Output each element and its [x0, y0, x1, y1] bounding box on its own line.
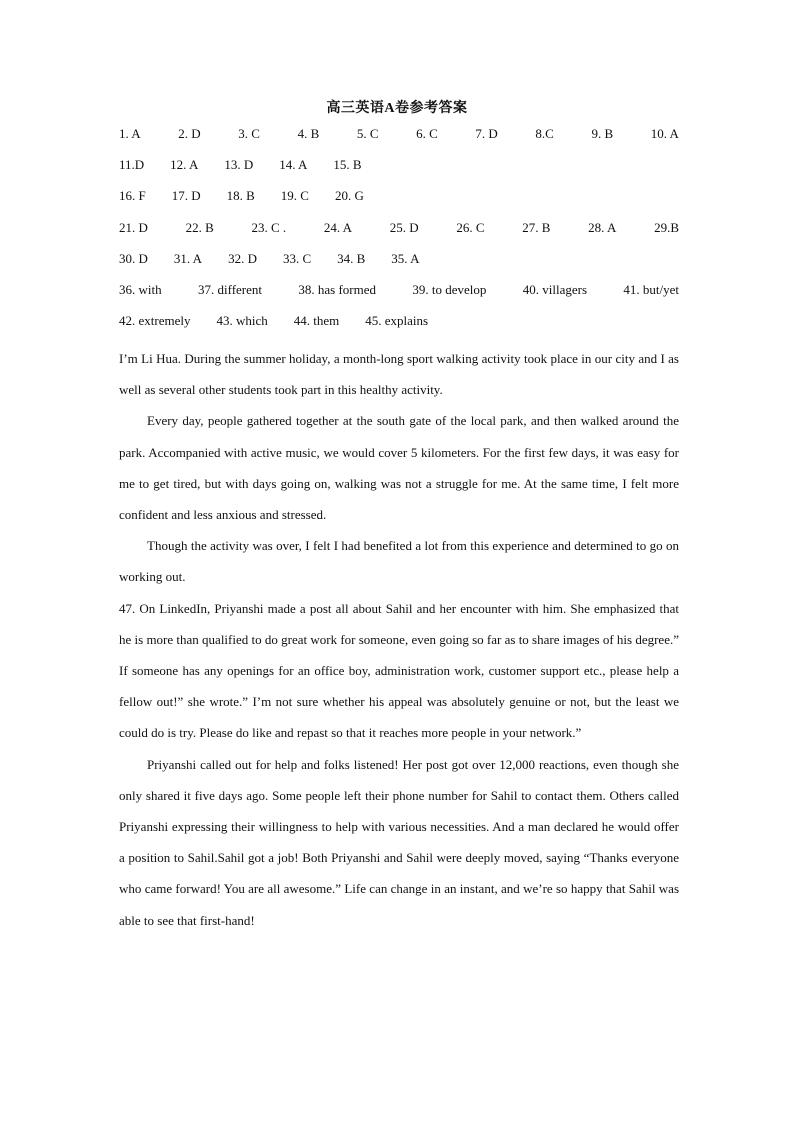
answer-item: 3. C — [238, 126, 260, 141]
answer-item: 19. C — [280, 188, 309, 204]
answer-list — [119, 124, 679, 342]
answer-item: 37. different — [197, 281, 263, 297]
answer-item: 34. B — [337, 250, 366, 266]
answer-item: 10. A — [650, 126, 679, 141]
answer-item: 41. but/yet — [623, 281, 679, 297]
answer-item: 9. B — [591, 126, 614, 141]
answer-item: 36. with — [119, 281, 162, 297]
answer-item: 31. A — [173, 250, 203, 266]
answer-item: 40. villagers — [522, 281, 587, 297]
essay-paragraph-3: Though the activity was over, I felt I had benefited a lot from this experience and determined to go on working out. — [119, 538, 679, 585]
answer-row-2 — [119, 155, 679, 186]
essay-paragraph-4: 47. On LinkedIn, Priyanshi made a post all about Sahil and her encounter with him. She emphasized that he is more than qualified to do great work for someone, even going so far as to share images of his degree.” If someone has any openings for an office boy, administration work, customer support etc., please help a fellow out!” she wrote.” I’m not sure whether his appeal was absolutely genuine or not, but the least we could do is try. Please do like and repast so that it reaches more people in your network.” — [119, 600, 679, 741]
answer-row-5 — [119, 249, 679, 280]
answer-item: 4. B — [297, 126, 320, 141]
answer-item: 23. C . — [251, 219, 287, 235]
answer-item: 26. C — [456, 219, 485, 235]
answer-item: 12. A — [170, 157, 199, 173]
answer-item: 5. C — [356, 126, 379, 141]
answer-item: 2. D — [178, 126, 201, 141]
answer-row-6 — [119, 280, 679, 311]
answer-row-3 — [119, 186, 679, 217]
answer-item: 25. D — [389, 219, 419, 235]
answer-item: 20. G — [334, 188, 364, 204]
answer-item: 13. D — [224, 157, 254, 173]
answer-item: 42. extremely — [119, 313, 191, 329]
answer-item: 14. A — [279, 157, 308, 173]
essay-paragraph-5: Priyanshi called out for help and folks listened! Her post got over 12,000 reactions, even though she only shared it five days ago. Some people left their phone number for Sahil to contact them. Others called Priyanshi expressing their willingness to help with various necessities. And a man declared he would offer a position to Sahil.Sahil got a job! Both Priyanshi and Sahil were deeply moved, saying “Thanks everyone who came forward! You are all awesome.” Life can change in an instant, and we’re so happy that Sahil was able to see that first-hand! — [119, 756, 679, 928]
answer-item: 28. A — [588, 219, 617, 235]
answer-item: 21. D — [119, 219, 148, 235]
answer-item: 30. D — [119, 250, 148, 266]
answer-item: 43. which — [216, 313, 268, 329]
answer-item: 22. B — [185, 219, 214, 235]
essay-paragraph-1: I’m Li Hua. During the summer holiday, a month-long sport walking activity took place in our city and I as well as several other students took part in this healthy activity. — [119, 351, 679, 398]
answer-row-1 — [119, 124, 679, 155]
answer-item: 29.B — [654, 219, 679, 235]
answer-item: 45. explains — [365, 313, 429, 329]
answer-item: 6. C — [416, 126, 438, 141]
essay-body — [119, 343, 679, 936]
answer-item: 38. has formed — [298, 281, 376, 297]
answer-item: 27. B — [522, 219, 551, 235]
answer-item: 1. A — [119, 126, 141, 141]
answer-item: 33. C — [282, 250, 312, 266]
answer-item: 39. to develop — [412, 281, 487, 297]
answer-item: 32. D — [228, 250, 257, 266]
answer-item: 24. A — [323, 219, 353, 235]
answer-item: 15. B — [333, 157, 362, 173]
answer-row-4 — [119, 218, 679, 249]
page-title: 高三英语A卷参考答案 — [326, 101, 468, 116]
answer-item: 11.D — [119, 157, 145, 173]
answer-item: 18. B — [226, 188, 255, 204]
answer-item: 17. D — [171, 188, 201, 204]
answer-item: 35. A — [391, 250, 420, 266]
answer-item: 8.C — [535, 126, 554, 141]
answer-row-7 — [119, 311, 679, 342]
essay-paragraph-2: Every day, people gathered together at the south gate of the local park, and then walked around the park. Accompanied with active music, we would cover 5 kilometers. For the first few days, it was easy for me to get tired, but with days going on, walking was not a struggle for me. At the same time, I felt more confident and less anxious and stressed. — [119, 413, 679, 523]
answer-item: 44. them — [293, 313, 340, 329]
answer-item: 16. F — [119, 188, 146, 204]
answer-item: 7. D — [475, 126, 498, 141]
